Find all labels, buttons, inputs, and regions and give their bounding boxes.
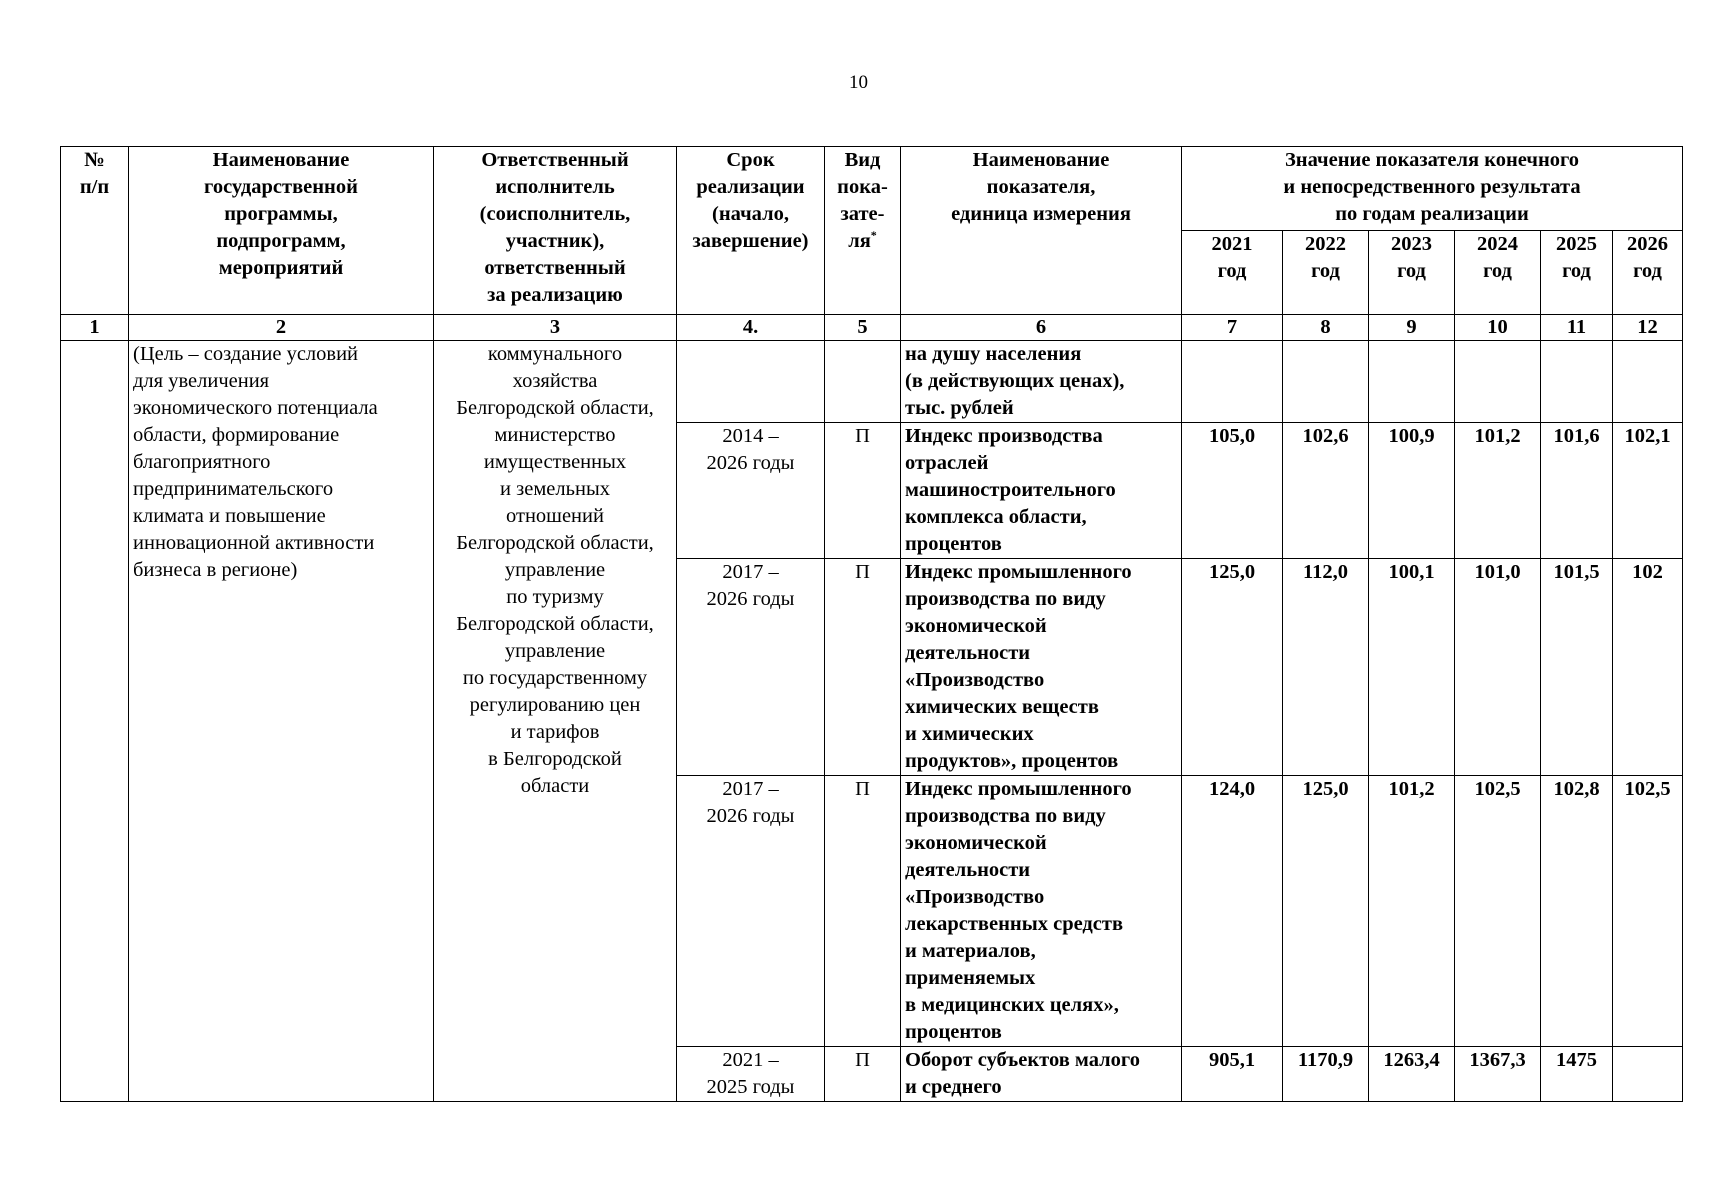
program-cell: (Цель – создание условий для увеличения экономического потенциала области, формирование благоприятного предпринимательского климата и повышение инновационной активности бизнеса в регионе) [129, 341, 434, 1102]
header-term: Срок реализации (начало, завершение) [677, 147, 825, 315]
header-year: 2023 год [1369, 231, 1455, 315]
executor-cell: коммунального хозяйства Белгородской области, министерство имущественных и земельных отношений Белгородской области, управление по туризму Белгородской области, управление по государственному регулированию цен и тарифов в Белгородской области [434, 341, 677, 1102]
type-cell [825, 341, 901, 423]
column-number: 9 [1369, 315, 1455, 341]
value-cell [1369, 341, 1455, 423]
header-year: 2024 год [1455, 231, 1541, 315]
value-cell [1182, 341, 1283, 423]
header-indicator: Наименование показателя, единица измерения [901, 147, 1182, 315]
indicators-table [60, 146, 1683, 1102]
header-year: 2022 год [1283, 231, 1369, 315]
value-cell: 100,9 [1369, 423, 1455, 559]
header-year: 2025 год [1541, 231, 1613, 315]
value-cell: 1367,3 [1455, 1047, 1541, 1102]
value-cell: 102,5 [1455, 776, 1541, 1047]
value-cell: 1170,9 [1283, 1047, 1369, 1102]
value-cell: 105,0 [1182, 423, 1283, 559]
header-program: Наименование государственной программы, подпрограмм, мероприятий [129, 147, 434, 315]
column-number: 1 [61, 315, 129, 341]
value-cell [1613, 1047, 1683, 1102]
column-number: 4. [677, 315, 825, 341]
value-cell: 124,0 [1182, 776, 1283, 1047]
type-cell: П [825, 423, 901, 559]
table-row [61, 341, 1683, 423]
column-number: 2 [129, 315, 434, 341]
num-cell [61, 341, 129, 1102]
column-number: 12 [1613, 315, 1683, 341]
header-year: 2021 год [1182, 231, 1283, 315]
page-number: 10 [849, 72, 868, 93]
value-cell [1541, 341, 1613, 423]
column-number: 11 [1541, 315, 1613, 341]
indicator-cell: Индекс промышленного производства по виду экономической деятельности «Производство химических веществ и химических продуктов», процентов [901, 559, 1182, 776]
header-type-footnote-mark: * [870, 228, 877, 243]
term-cell: 2014 – 2026 годы [677, 423, 825, 559]
column-number: 10 [1455, 315, 1541, 341]
column-number: 5 [825, 315, 901, 341]
value-cell: 1475 [1541, 1047, 1613, 1102]
value-cell: 101,6 [1541, 423, 1613, 559]
value-cell: 1263,4 [1369, 1047, 1455, 1102]
value-cell: 102,1 [1613, 423, 1683, 559]
header-executor: Ответственный исполнитель (соисполнитель, участник), ответственный за реализацию [434, 147, 677, 315]
term-cell: 2017 – 2026 годы [677, 776, 825, 1047]
value-cell: 101,2 [1455, 423, 1541, 559]
value-cell [1283, 341, 1369, 423]
type-cell: П [825, 559, 901, 776]
value-cell: 102,8 [1541, 776, 1613, 1047]
indicator-cell: Индекс промышленного производства по виду экономической деятельности «Производство лекарственных средств и материалов, применяемых в медицинских целях», процентов [901, 776, 1182, 1047]
term-cell [677, 341, 825, 423]
value-cell: 102,5 [1613, 776, 1683, 1047]
value-cell: 102,6 [1283, 423, 1369, 559]
header-year: 2026 год [1613, 231, 1683, 315]
indicator-cell: Оборот субъектов малого и среднего [901, 1047, 1182, 1102]
type-cell: П [825, 776, 901, 1047]
indicator-cell: Индекс производства отраслей машиностроительного комплекса области, процентов [901, 423, 1182, 559]
value-cell: 100,1 [1369, 559, 1455, 776]
value-cell [1455, 341, 1541, 423]
indicator-cell: на душу населения (в действующих ценах), тыс. рублей [901, 341, 1182, 423]
value-cell: 101,0 [1455, 559, 1541, 776]
column-number: 6 [901, 315, 1182, 341]
header-type: Вид пока- зате- ля [837, 149, 888, 252]
header-num: № п/п [61, 147, 129, 315]
term-cell: 2021 – 2025 годы [677, 1047, 825, 1102]
term-cell: 2017 – 2026 годы [677, 559, 825, 776]
type-cell: П [825, 1047, 901, 1102]
value-cell: 101,2 [1369, 776, 1455, 1047]
column-number: 7 [1182, 315, 1283, 341]
value-cell: 125,0 [1182, 559, 1283, 776]
value-cell: 101,5 [1541, 559, 1613, 776]
column-number: 3 [434, 315, 677, 341]
value-cell: 112,0 [1283, 559, 1369, 776]
value-cell: 905,1 [1182, 1047, 1283, 1102]
column-numbers-row [61, 315, 1683, 341]
column-number: 8 [1283, 315, 1369, 341]
value-cell: 102 [1613, 559, 1683, 776]
value-cell: 125,0 [1283, 776, 1369, 1047]
header-type-cell [825, 147, 901, 315]
value-cell [1613, 341, 1683, 423]
header-values-group: Значение показателя конечного и непосредственного результата по годам реализации [1182, 147, 1683, 231]
